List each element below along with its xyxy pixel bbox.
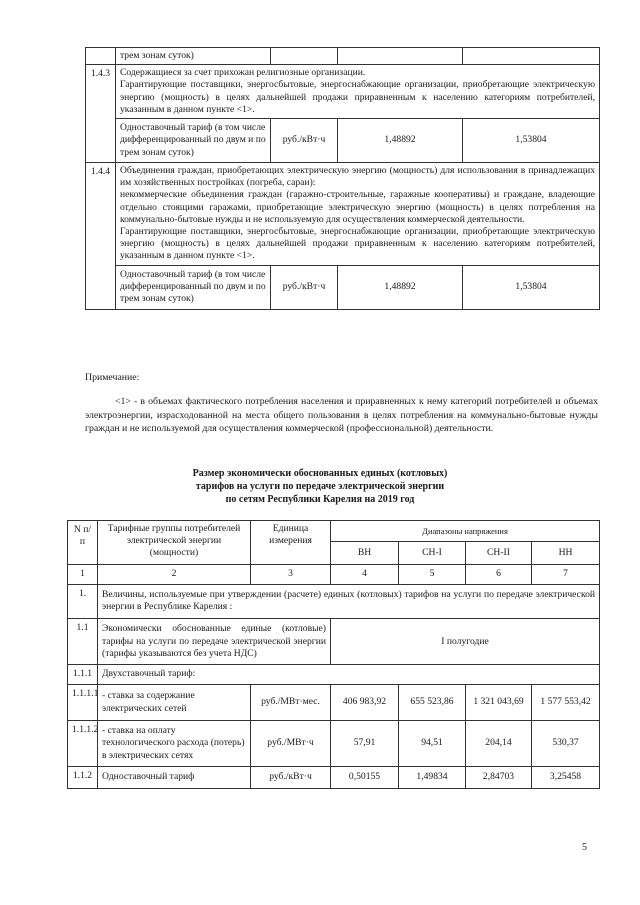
- col-number: 5: [399, 565, 466, 585]
- tariff-label-continued: трем зонам суток): [116, 48, 271, 65]
- unit-cell: [271, 48, 338, 65]
- value-cell: 1,48892: [338, 265, 463, 309]
- col-number: 4: [331, 565, 399, 585]
- col-number: 2: [98, 565, 251, 585]
- value-vn: 0,50155: [331, 767, 399, 789]
- col-number: 1: [68, 565, 98, 585]
- header-nn: НН: [532, 542, 600, 565]
- category-title: Объединения граждан, приобретающих электрическую энергию (мощность) для использования в принадлежащих им хозяйственных постройках (погреба, сараи):: [120, 165, 595, 189]
- category-description: [116, 163, 600, 266]
- table-row: [68, 619, 600, 665]
- row-number: 1.4.4: [86, 163, 116, 310]
- table-row: [68, 721, 600, 767]
- table-row: [68, 585, 600, 619]
- value-sn2: 204,14: [466, 721, 532, 767]
- section-title: [150, 467, 490, 506]
- value-nn: 3,25458: [532, 767, 600, 789]
- col-number: 6: [466, 565, 532, 585]
- header-sn1: СН-I: [399, 542, 466, 565]
- table-row: [86, 65, 600, 119]
- header-num: N п/п: [68, 521, 98, 565]
- note-label: Примечание:: [85, 372, 140, 383]
- row-number: [86, 48, 116, 65]
- section-description: Величины, используемые при утверждении (расчете) единых (котловых) тарифов на услуги по передаче электрической энергии в Республике Карелия :: [98, 585, 600, 619]
- row-number: 1.1.1.2: [68, 721, 98, 767]
- row-number: 1.1.1.1: [68, 685, 98, 721]
- category-detail: некоммерческие объединения граждан (гаражно-строительные, гаражные кооперативы) и граждане, владеющие отдельно стоящими гаражами, приобретающие электрическую энергию (мощность) в целях потребления на коммунально-бытовые нужды и не используемую для осуществления коммерческой деятельности.: [120, 189, 595, 225]
- unit-cell: руб./кВт·ч: [271, 119, 338, 163]
- page-number: 5: [582, 842, 587, 853]
- title-line: тарифов на услуги по передаче электрической энергии: [195, 481, 445, 492]
- row-number: 1.1.1: [68, 665, 98, 685]
- title-line: Размер экономически обоснованных единых (котловых): [192, 468, 448, 479]
- header-group: Тарифные группы потребителей электрической энергии (мощности): [98, 521, 251, 565]
- value-cell: 1,48892: [338, 119, 463, 163]
- rate-label: - ставка за содержание электрических сетей: [98, 685, 251, 721]
- value-sn1: 94,51: [399, 721, 466, 767]
- value-sn1: 1,49834: [399, 767, 466, 789]
- table-row: [86, 163, 600, 266]
- tariff-label: Одноставочный тариф (в том числе дифференцированный по двум и по трем зонам суток): [116, 265, 271, 309]
- value-sn1: 655 523,86: [399, 685, 466, 721]
- row-number: 1.: [68, 585, 98, 619]
- header-voltage-ranges: Диапазоны напряжения: [331, 521, 600, 542]
- category-description: [116, 65, 600, 119]
- header-unit: Единица измерения: [251, 521, 331, 565]
- category-note: Гарантирующие поставщики, энергосбытовые, энергоснабжающие организации, приобретающие электрическую энергию (мощность) в целях дальнейшей продажи приравненным к населению категориям потребителей, указанным в данном пункте <1>.: [120, 79, 595, 115]
- table-row: [68, 665, 600, 685]
- unit-cell: руб./кВт·ч: [251, 767, 331, 789]
- row-number: 1.1.2: [68, 767, 98, 789]
- table-row: [86, 119, 600, 163]
- subsection-description: Двухставочный тариф:: [98, 665, 600, 685]
- value-sn2: 1 321 043,69: [466, 685, 532, 721]
- row-number: 1.4.3: [86, 65, 116, 163]
- value-cell: 1,53804: [463, 119, 600, 163]
- unit-cell: руб./МВт·мес.: [251, 685, 331, 721]
- row-number: 1.1: [68, 619, 98, 665]
- rate-label: Одноставочный тариф: [98, 767, 251, 789]
- period-label: I полугодие: [331, 619, 600, 665]
- value-cell: [338, 48, 463, 65]
- value-cell: 1,53804: [463, 265, 600, 309]
- header-vn: ВН: [331, 542, 399, 565]
- col-number: 3: [251, 565, 331, 585]
- tariff-table-continued: [85, 47, 600, 310]
- note-text: <1> - в объемах фактического потребления населения и приравненных к нему категорий потребителей и объемах электроэнергии, израсходованной на места общего пользования в целях потребления на коммунально-бытовые нужды граждан и не используемой для осуществления коммерческой (профессиональной) деятельности.: [85, 396, 598, 434]
- subsection-description: Экономически обоснованные единые (котловые) тарифы на услуги по передаче электрической энергии (тарифы указываются без учета НДС): [98, 619, 331, 665]
- rate-label: - ставка на оплату технологического расхода (потерь) в электрических сетях: [98, 721, 251, 767]
- table-row: [86, 265, 600, 309]
- category-title: Содержащиеся за счет прихожан религиозные организации.: [120, 67, 366, 79]
- column-number-row: [68, 565, 600, 585]
- tariff-label: Одноставочный тариф (в том числе дифференцированный по двум и по трем зонам суток): [116, 119, 271, 163]
- category-note: Гарантирующие поставщики, энергосбытовые, энергоснабжающие организации, приобретающие электрическую энергию (мощность) в целях дальнейшей продажи приравненным к населению категориям потребителей, указанным в данном пункте <1>.: [120, 226, 595, 262]
- unit-cell: руб./кВт·ч: [271, 265, 338, 309]
- value-cell: [463, 48, 600, 65]
- value-nn: 530,37: [532, 721, 600, 767]
- table-row: [68, 767, 600, 789]
- header-sn2: СН-II: [466, 542, 532, 565]
- unit-cell: руб./МВт·ч: [251, 721, 331, 767]
- value-sn2: 2,84703: [466, 767, 532, 789]
- value-nn: 1 577 553,42: [532, 685, 600, 721]
- table-row: [68, 685, 600, 721]
- tariff-rates-table: [67, 520, 600, 789]
- value-vn: 57,91: [331, 721, 399, 767]
- title-line: по сетям Республики Карелия на 2019 год: [225, 494, 415, 505]
- header-row: [68, 521, 600, 542]
- value-vn: 406 983,92: [331, 685, 399, 721]
- col-number: 7: [532, 565, 600, 585]
- table-row: [86, 48, 600, 65]
